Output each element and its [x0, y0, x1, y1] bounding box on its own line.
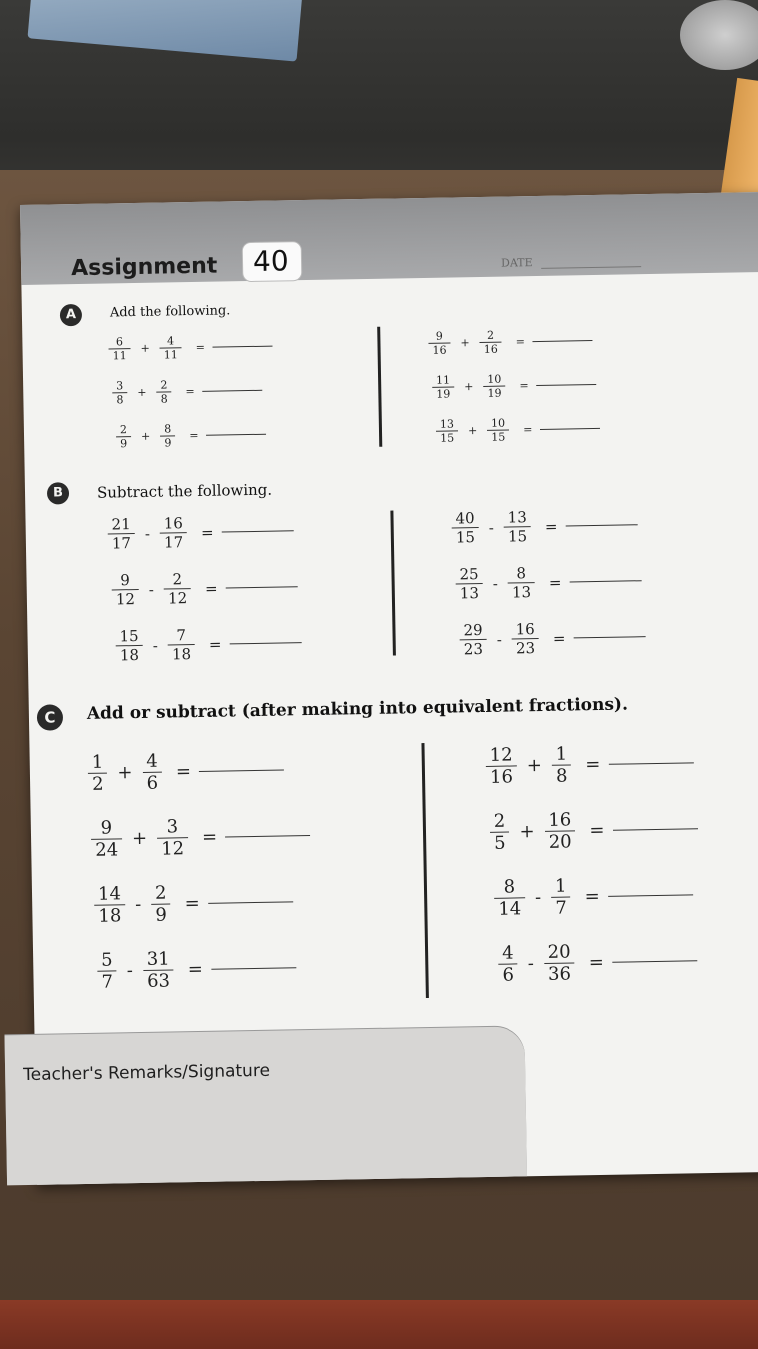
denominator: 9	[151, 903, 171, 925]
operator: -	[126, 960, 134, 982]
equals-sign: =	[189, 428, 199, 443]
denominator: 19	[483, 386, 505, 400]
fraction	[143, 948, 175, 992]
answer-line[interactable]	[566, 524, 638, 526]
numerator: 9	[100, 817, 113, 839]
denominator: 12	[157, 837, 188, 860]
problem-row	[105, 568, 297, 608]
answer-line[interactable]	[222, 530, 294, 532]
section-c-title: Add or subtract (after making into equivalent fractions).	[86, 694, 629, 724]
numerator: 12	[489, 744, 513, 766]
equals-sign: =	[544, 517, 558, 536]
problem-row	[488, 873, 693, 920]
fraction	[160, 422, 175, 449]
problem-row	[110, 421, 267, 451]
numerator: 4	[167, 334, 175, 348]
operator: -	[148, 580, 155, 599]
denominator: 8	[112, 392, 127, 406]
numerator: 14	[97, 883, 122, 905]
operator: +	[526, 754, 543, 777]
numerator: 3	[166, 816, 179, 838]
problem-row	[430, 415, 601, 445]
numerator: 8	[164, 422, 172, 436]
fraction	[498, 942, 518, 985]
numerator: 11	[436, 373, 451, 387]
fraction	[156, 378, 171, 405]
teacher-remarks-label: Teacher's Remarks/Signature	[23, 1060, 271, 1086]
fraction	[88, 752, 108, 795]
section-a-badge: A	[60, 304, 82, 326]
fraction	[551, 875, 571, 918]
equals-sign: =	[200, 523, 214, 542]
operator: +	[137, 385, 147, 399]
denominator: 11	[160, 347, 182, 361]
fraction	[479, 329, 501, 356]
numerator: 5	[101, 949, 113, 971]
denominator: 16	[480, 342, 502, 356]
fraction	[142, 751, 162, 794]
problem-row	[449, 562, 641, 602]
section-a-divider	[377, 327, 382, 447]
denominator: 6	[142, 772, 162, 794]
numerator: 2	[160, 378, 168, 392]
denominator: 19	[432, 386, 454, 400]
answer-line[interactable]	[230, 642, 302, 644]
answer-line[interactable]	[199, 769, 284, 771]
answer-line[interactable]	[208, 901, 293, 903]
numerator: 1	[554, 875, 567, 897]
equals-sign: =	[584, 885, 600, 908]
fraction	[511, 620, 539, 657]
fraction	[108, 335, 130, 362]
fraction	[504, 508, 532, 545]
denominator: 18	[168, 644, 195, 663]
numerator: 31	[146, 948, 170, 970]
operator: +	[460, 336, 470, 350]
fraction	[544, 809, 576, 853]
problem-row	[479, 741, 693, 788]
denominator: 6	[498, 963, 518, 985]
denominator: 13	[456, 583, 483, 602]
fraction	[508, 564, 536, 601]
denominator: 23	[512, 638, 539, 657]
denominator: 7	[97, 970, 117, 992]
numerator: 8	[503, 876, 516, 898]
answer-line[interactable]	[540, 428, 600, 430]
numerator: 25	[459, 565, 479, 584]
problem-row	[445, 506, 637, 546]
equals-sign: =	[204, 579, 218, 598]
denominator: 7	[551, 896, 571, 918]
numerator: 40	[455, 509, 475, 528]
numerator: 15	[119, 626, 139, 646]
fraction	[115, 627, 143, 664]
operator: -	[144, 524, 151, 543]
answer-line[interactable]	[537, 384, 597, 386]
operator: +	[519, 821, 535, 843]
denominator: 15	[504, 526, 531, 545]
operator: -	[488, 518, 495, 537]
fraction	[168, 626, 196, 663]
operator: -	[492, 574, 499, 593]
fraction	[94, 883, 126, 927]
numerator: 9	[120, 571, 131, 590]
equals-sign: =	[548, 573, 562, 592]
operator: -	[496, 630, 502, 649]
denominator: 16	[428, 343, 450, 357]
numerator: 2	[172, 570, 183, 589]
answer-line[interactable]	[206, 434, 266, 436]
denominator: 23	[460, 639, 487, 658]
section-b-title: Subtract the following.	[96, 480, 273, 502]
fraction	[112, 379, 127, 406]
section-c-divider	[421, 743, 428, 998]
equals-sign: =	[201, 826, 218, 848]
problem-row	[106, 377, 263, 407]
problem-row	[88, 880, 293, 927]
denominator: 36	[544, 962, 575, 985]
numerator: 10	[490, 416, 506, 430]
fraction	[451, 509, 479, 546]
problem-row	[82, 748, 285, 795]
numerator: 16	[515, 620, 535, 639]
fraction	[432, 373, 454, 400]
operator: +	[140, 341, 150, 355]
denominator: 18	[116, 645, 143, 664]
equals-sign: =	[208, 635, 222, 654]
fraction	[157, 816, 189, 860]
numerator: 2	[486, 328, 495, 342]
numerator: 16	[163, 514, 184, 533]
fraction	[455, 565, 483, 602]
answer-line[interactable]	[608, 894, 693, 896]
equals-sign: =	[585, 753, 601, 776]
answer-line[interactable]	[211, 967, 296, 969]
denominator: 15	[436, 430, 458, 444]
numerator: 3	[116, 379, 124, 393]
fraction	[551, 743, 571, 786]
section-c-badge: C	[37, 704, 63, 730]
fraction	[543, 941, 575, 985]
numerator: 6	[115, 335, 124, 349]
numerator: 2	[119, 423, 128, 437]
denominator: 8	[552, 764, 572, 786]
answer-line[interactable]	[613, 828, 698, 830]
fraction	[494, 876, 526, 920]
denominator: 20	[545, 830, 576, 853]
denominator: 63	[143, 969, 174, 992]
answer-line[interactable]	[226, 586, 298, 588]
numerator: 4	[146, 750, 158, 772]
fraction	[490, 811, 510, 854]
equals-sign: =	[185, 384, 195, 399]
assignment-title: Assignment	[70, 253, 218, 282]
fraction	[107, 515, 135, 552]
section-a-title: Add the following.	[109, 303, 231, 321]
date-label: DATE	[500, 256, 533, 270]
fraction	[164, 570, 192, 607]
equals-sign: =	[588, 951, 605, 974]
operator: -	[534, 887, 542, 909]
equals-sign: =	[515, 335, 526, 349]
numerator: 1	[555, 743, 568, 765]
operator: +	[117, 762, 133, 784]
numerator: 4	[501, 942, 514, 964]
assignment-number: 40	[252, 244, 289, 278]
fraction	[151, 882, 171, 925]
answer-line[interactable]	[569, 580, 641, 582]
problem-row	[101, 512, 293, 552]
fraction	[428, 330, 450, 357]
numerator: 8	[516, 564, 527, 583]
problem-row	[453, 618, 645, 658]
fraction	[436, 417, 458, 444]
problem-row	[422, 327, 593, 357]
fraction	[160, 334, 182, 361]
numerator: 2	[154, 882, 167, 904]
answer-line[interactable]	[533, 340, 593, 342]
equals-sign: =	[187, 958, 204, 981]
numerator: 9	[435, 329, 443, 343]
denominator: 17	[160, 532, 187, 551]
numerator: 13	[439, 417, 455, 431]
problem-row	[426, 371, 597, 401]
numerator: 29	[463, 620, 483, 640]
problem-row	[102, 333, 273, 363]
denominator: 15	[452, 527, 479, 546]
numerator: 20	[547, 941, 571, 963]
table-edge	[0, 1300, 758, 1349]
equals-sign: =	[184, 892, 200, 915]
answer-line[interactable]	[573, 636, 645, 638]
numerator: 1	[91, 751, 104, 773]
fraction	[97, 949, 117, 992]
fraction	[459, 621, 487, 658]
fraction	[483, 373, 505, 400]
numerator: 10	[487, 372, 502, 386]
problem-row	[91, 946, 296, 993]
denominator: 9	[160, 435, 175, 449]
equals-sign: =	[195, 340, 206, 354]
answer-line[interactable]	[612, 960, 697, 962]
operator: +	[467, 424, 478, 438]
denominator: 12	[112, 589, 139, 608]
equals-sign: =	[523, 423, 533, 437]
problem-row	[85, 814, 311, 861]
fraction	[160, 514, 188, 551]
denominator: 16	[486, 765, 517, 788]
denominator: 18	[94, 904, 125, 927]
denominator: 15	[487, 429, 509, 443]
denominator: 5	[490, 832, 510, 854]
operator: +	[131, 827, 148, 850]
denominator: 12	[164, 588, 191, 607]
numerator: 2	[493, 810, 506, 832]
section-b-divider	[390, 511, 396, 656]
numerator: 21	[111, 515, 131, 534]
equals-sign: =	[175, 761, 192, 783]
fraction	[116, 423, 131, 450]
denominator: 17	[108, 533, 135, 552]
answer-line[interactable]	[213, 346, 273, 348]
denominator: 9	[116, 436, 131, 450]
operator: +	[464, 380, 474, 394]
equals-sign: =	[519, 379, 529, 393]
equals-sign: =	[552, 629, 566, 648]
fraction	[485, 744, 517, 788]
equals-sign: =	[589, 819, 605, 842]
denominator: 8	[156, 391, 171, 405]
section-b-badge: B	[47, 482, 69, 504]
numerator: 16	[548, 809, 572, 831]
operator: -	[527, 953, 535, 975]
fraction	[487, 416, 509, 443]
denominator: 24	[91, 838, 122, 861]
denominator: 11	[109, 348, 131, 362]
teacher-remarks-box	[4, 1026, 527, 1185]
denominator: 2	[88, 773, 108, 795]
answer-line[interactable]	[203, 390, 263, 392]
operator: -	[134, 893, 142, 916]
problem-row	[109, 624, 301, 664]
answer-line[interactable]	[608, 762, 693, 764]
numerator: 13	[507, 508, 527, 527]
problem-row	[492, 939, 697, 986]
answer-line[interactable]	[225, 835, 310, 837]
fraction	[111, 571, 139, 608]
fraction	[91, 817, 123, 861]
worksheet-page	[20, 192, 758, 1185]
denominator: 14	[494, 897, 525, 920]
denominator: 13	[508, 582, 535, 601]
operator: -	[152, 636, 159, 655]
problem-row	[484, 807, 698, 854]
numerator: 7	[176, 626, 187, 645]
operator: +	[140, 429, 151, 443]
